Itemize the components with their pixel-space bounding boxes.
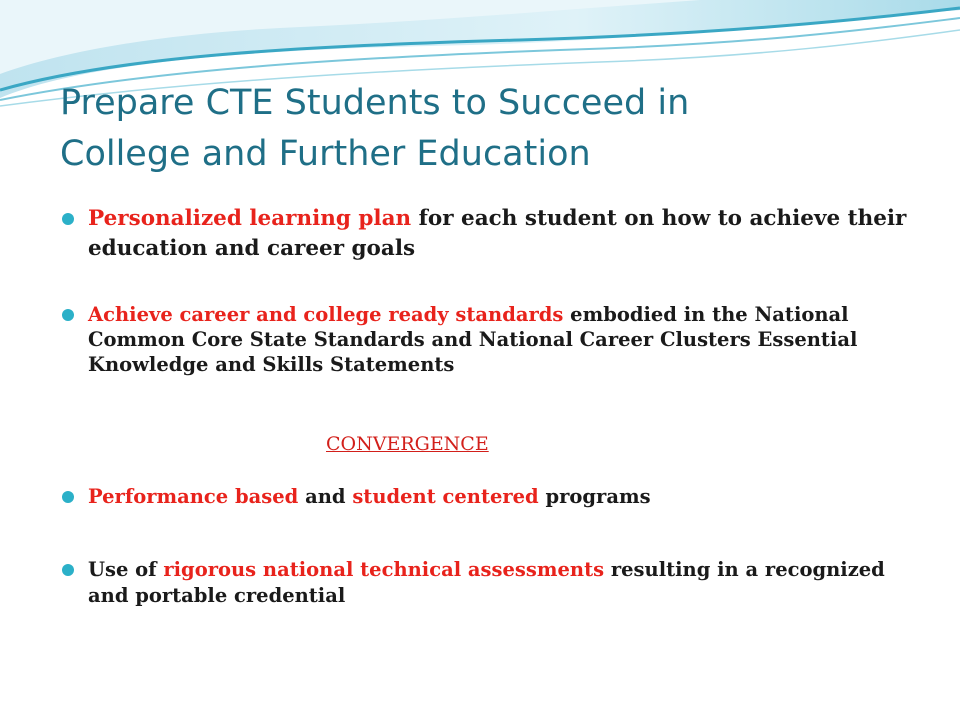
bullet-list [62,204,922,609]
bullet-item-standards [62,302,922,377]
bullet-text: embodied in the National Common Core State Standards and National Career Clusters Essential Knowledge and Skills Statements [88,303,858,376]
bullet-highlight-performance: Performance based [88,485,299,508]
bullet-text: and [298,485,353,508]
bullet-prefix: Use of [88,558,164,581]
bullet-item-performance [62,484,922,509]
title-line-1: Prepare CTE Students to Succeed in [60,83,690,123]
bullet-dot-icon [62,564,74,576]
bullet-highlight: rigorous national technical assessments [163,558,605,581]
bullet-text: programs [538,485,651,508]
bullet-text: for each student on how to achieve their education and career goals [88,206,907,261]
bullet-dot-icon [62,491,74,503]
bullet-dot-icon [62,213,74,225]
bullet-item-learning-plan [62,204,922,264]
bullet-text: resulting in a recognized and portable credential [88,558,885,607]
bullet-dot-icon [62,309,74,321]
bullet-highlight: Achieve career and college ready standards [88,303,564,326]
convergence-label: CONVERGENCE [326,433,489,455]
bullet-highlight-student-centered: student centered [352,485,539,508]
bullet-highlight: Personalized learning plan [88,206,412,231]
bullet-item-assessments [62,557,922,609]
slide-title [60,78,920,180]
title-line-2: College and Further Education [60,134,591,174]
